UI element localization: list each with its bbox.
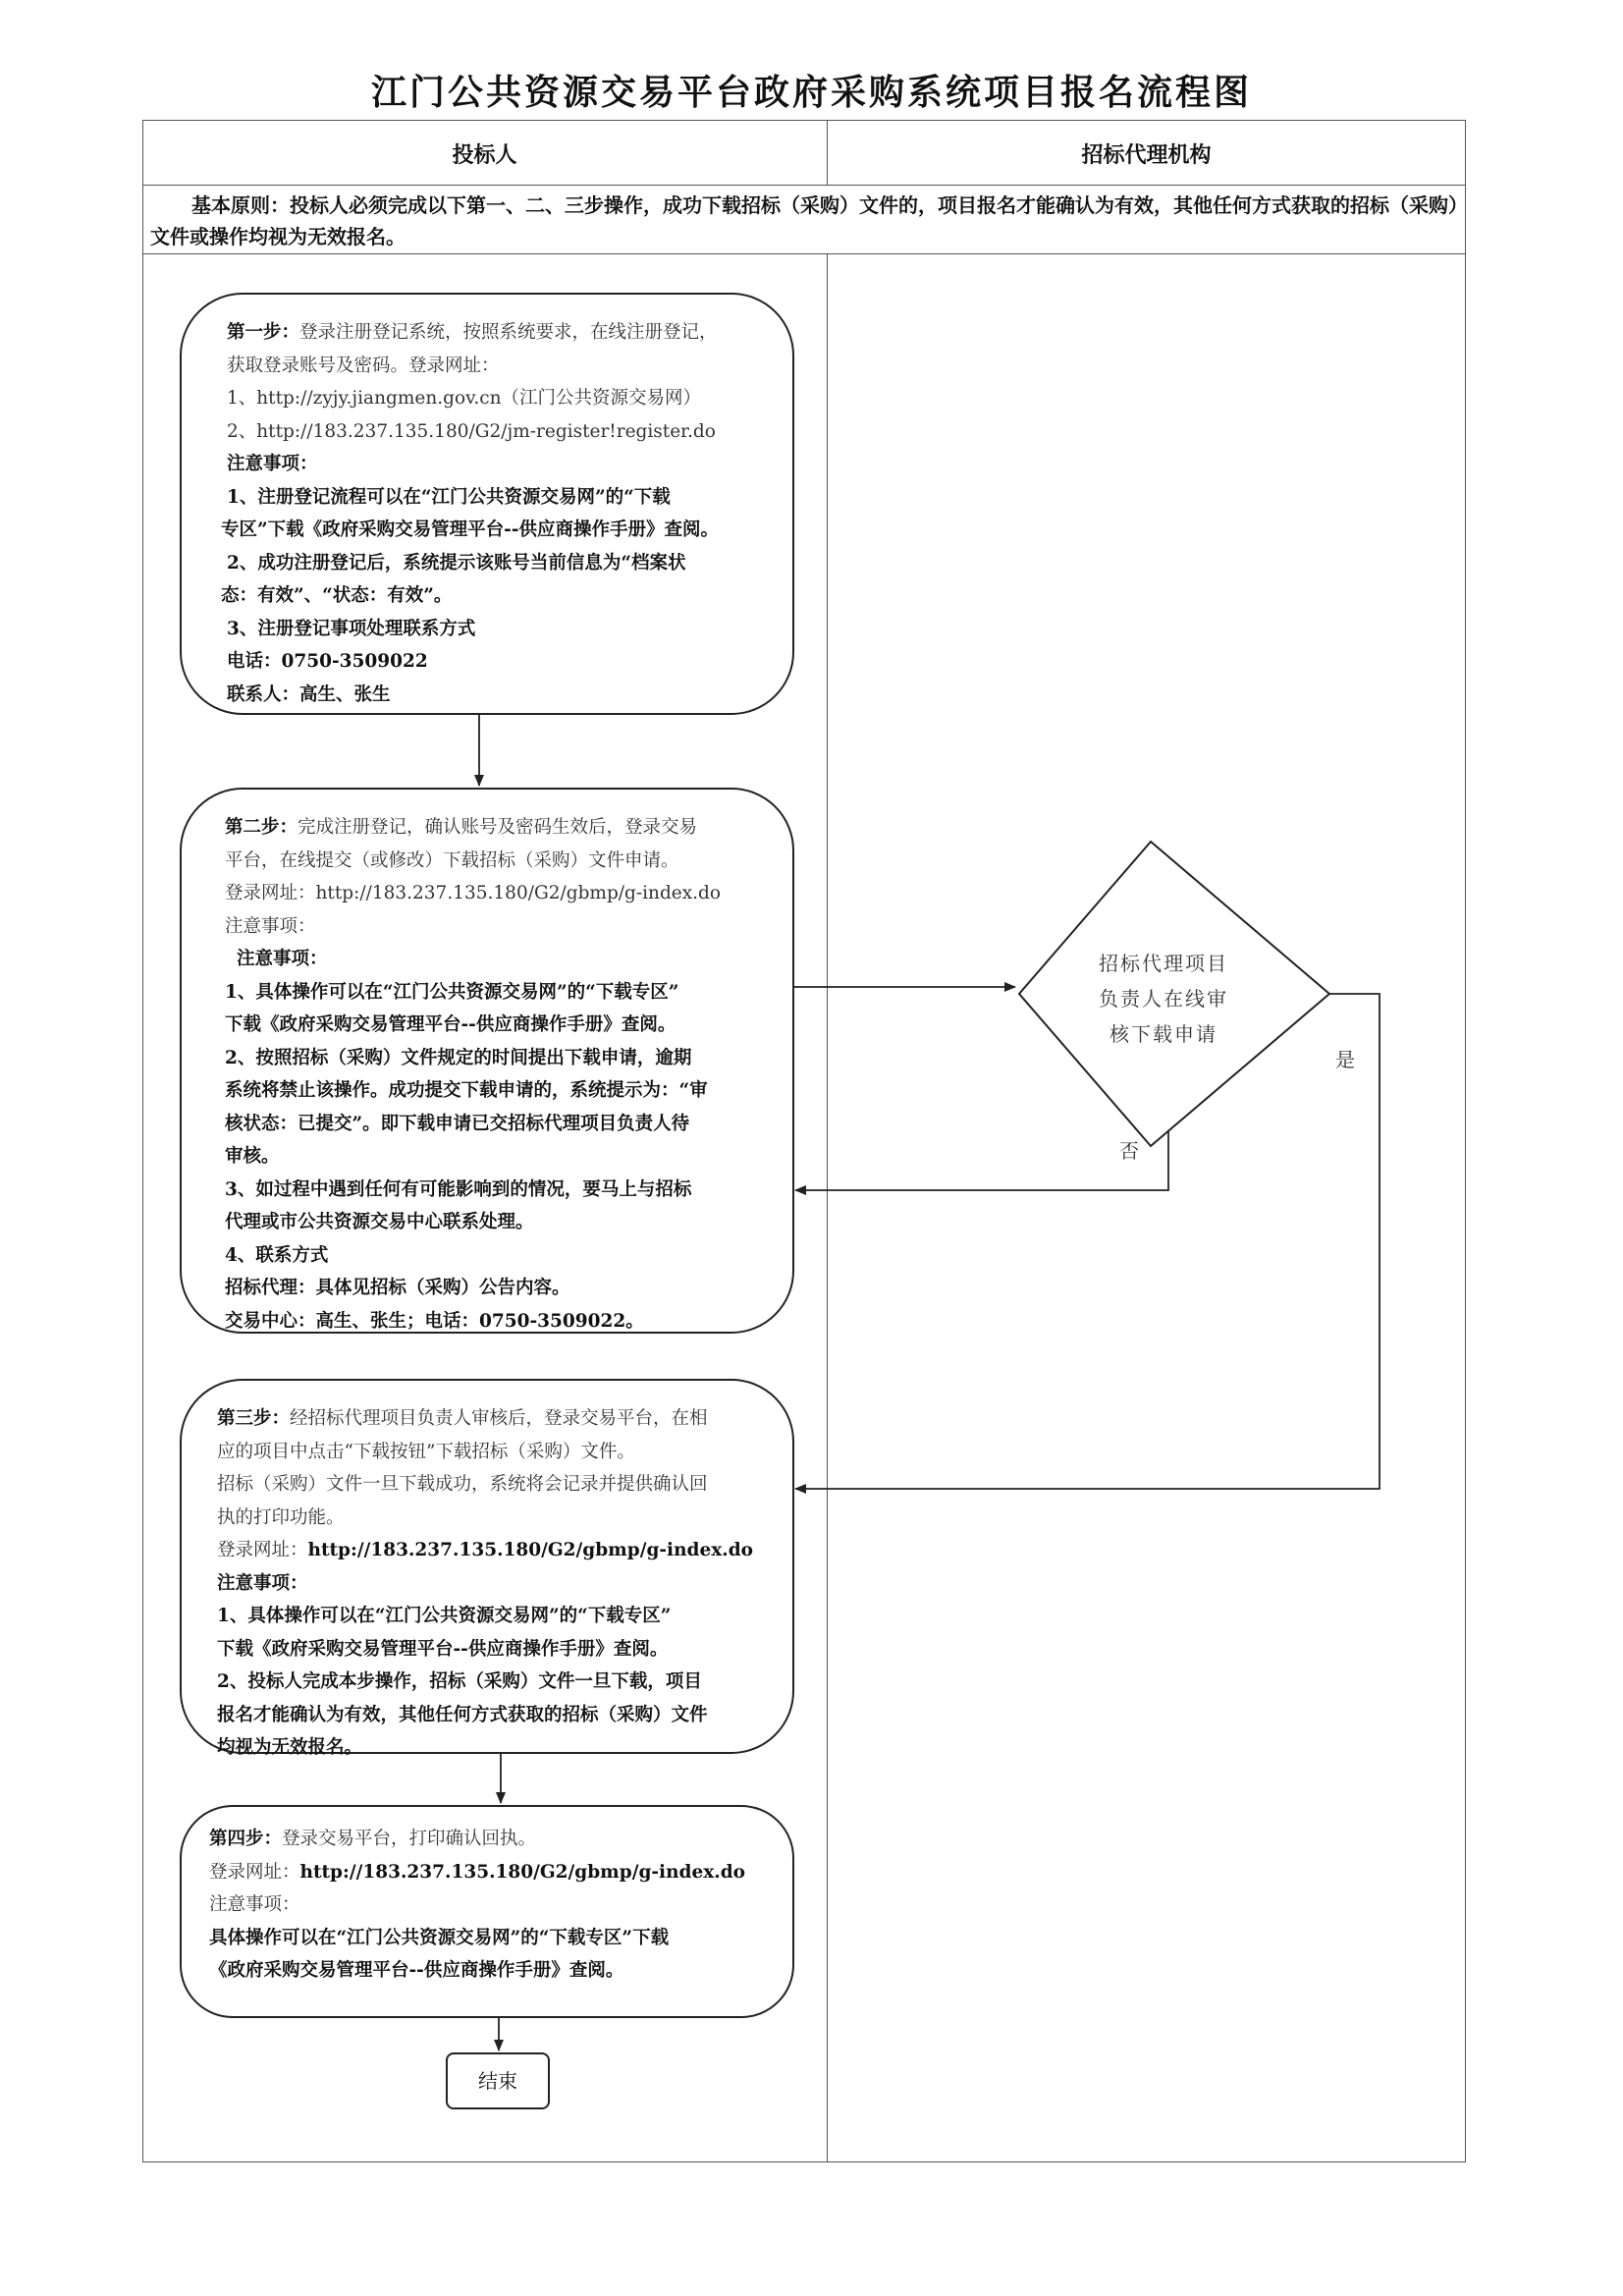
step2-label: 第二步： bbox=[225, 817, 298, 838]
step2-notes-heading-plain: 注意事项： bbox=[225, 915, 316, 937]
step2-note1b: 下载《政府采购交易管理平台--供应商操作手册》查阅。 bbox=[225, 1014, 676, 1035]
step2-note2b: 系统将禁止该操作。成功提交下载申请的，系统提示为：“审 bbox=[225, 1080, 708, 1101]
step4-notes-heading: 注意事项： bbox=[209, 1894, 300, 1915]
step4-note1a: 具体操作可以在“江门公共资源交易网”的“下载专区”下载 bbox=[209, 1927, 670, 1948]
step2-box bbox=[180, 788, 794, 1334]
step2-note2c: 核状态：已提交”。即下载申请已交招标代理项目负责人待 bbox=[225, 1113, 690, 1134]
lane-header-bidder: 投标人 bbox=[452, 142, 517, 168]
step1-note1a: 1、注册登记流程可以在“江门公共资源交易网”的“下载 bbox=[227, 486, 671, 508]
step1-note2a: 2、成功注册登记后，系统提示该账号当前信息为“档案状 bbox=[227, 552, 686, 574]
step2-agency-contact: 招标代理：具体见招标（采购）公告内容。 bbox=[225, 1278, 570, 1298]
step1-line2: 获取登录账号及密码。登录网址： bbox=[227, 355, 500, 376]
step4-url-label: 登录网址： bbox=[209, 1861, 300, 1883]
step2-line2: 平台，在线提交（或修改）下载招标（采购）文件申请。 bbox=[225, 849, 679, 871]
step3-note1b: 下载《政府采购交易管理平台--供应商操作手册》查阅。 bbox=[217, 1638, 669, 1660]
step4-url: http://183.237.135.180/G2/gbmp/g-index.do bbox=[299, 1861, 745, 1883]
step2-note2a: 2、按照招标（采购）文件规定的时间提出下载申请，逾期 bbox=[225, 1047, 692, 1068]
step3-label: 第三步： bbox=[217, 1408, 291, 1429]
step4-box bbox=[180, 1805, 794, 2018]
step2-note1a: 1、具体操作可以在“江门公共资源交易网”的“下载专区” bbox=[225, 981, 679, 1003]
step3-notes-heading: 注意事项： bbox=[217, 1572, 308, 1594]
step1-url2: 2、http://183.237.135.180/G2/jm-register!register.do bbox=[227, 420, 716, 442]
decision-line1: 招标代理项目 bbox=[1099, 952, 1228, 975]
step2-url: 登录网址：http://183.237.135.180/G2/gbmp/g-index.do bbox=[225, 883, 722, 903]
step3-note2a: 2、投标人完成本步操作，招标（采购）文件一旦下载，项目 bbox=[217, 1671, 702, 1692]
step4-label: 第四步： bbox=[209, 1829, 283, 1849]
decision-line3: 核下载申请 bbox=[1109, 1022, 1217, 1046]
step1-label: 第一步： bbox=[227, 322, 300, 343]
step2-text: 完成注册登记，确认账号及密码生效后，登录交易 bbox=[298, 817, 698, 838]
end-terminal: 结束 bbox=[446, 2052, 550, 2109]
decision-text bbox=[1080, 946, 1247, 1052]
step1-notes-heading: 注意事项： bbox=[227, 454, 318, 474]
step3-line3: 招标（采购）文件一旦下载成功，系统将会记录并提供确认回 bbox=[217, 1474, 708, 1495]
basic-principle: 基本原则：投标人必须完成以下第一、二、三步操作，成功下载招标（采购）文件的，项目报名才能确认为有效，其他任何方式获取的招标（采购）文件或操作均视为无效报名。 bbox=[150, 193, 1458, 248]
step2-notes-heading: 注意事项： bbox=[237, 949, 328, 969]
step1-contact: 联系人：高生、张生 bbox=[227, 683, 391, 705]
step1-box bbox=[180, 293, 794, 715]
step1-note3: 3、注册登记事项处理联系方式 bbox=[227, 618, 476, 639]
step2-center-contact: 交易中心：高生、张生；电话：0750-3509022。 bbox=[225, 1310, 644, 1332]
step3-note2b: 报名才能确认为有效，其他任何方式获取的招标（采购）文件 bbox=[217, 1704, 708, 1725]
step3-line2: 应的项目中点击“下载按钮”下载招标（采购）文件。 bbox=[217, 1441, 635, 1462]
step3-note1a: 1、具体操作可以在“江门公共资源交易网”的“下载专区” bbox=[217, 1606, 672, 1626]
yes-label: 是 bbox=[1335, 1048, 1355, 1071]
decision-line2: 负责人在线审 bbox=[1099, 987, 1228, 1011]
step1-note2b: 态：有效”、“状态：有效”。 bbox=[221, 585, 453, 606]
step2-note3b: 代理或市公共资源交易中心联系处理。 bbox=[225, 1212, 534, 1232]
step4-text: 登录交易平台，打印确认回执。 bbox=[282, 1829, 537, 1849]
step1-text: 登录注册登记系统，按照系统要求，在线注册登记， bbox=[299, 322, 718, 343]
no-label: 否 bbox=[1119, 1139, 1139, 1163]
step1-note1b: 专区”下载《政府采购交易管理平台--供应商操作手册》查阅。 bbox=[221, 519, 719, 540]
step1-url1: 1、http://zyjy.jiangmen.gov.cn（江门公共资源交易网） bbox=[227, 388, 702, 409]
step3-text: 经招标代理项目负责人审核后，登录交易平台，在相 bbox=[290, 1408, 708, 1429]
lane-header-agency: 招标代理机构 bbox=[1081, 142, 1212, 168]
step2-note2d: 审核。 bbox=[225, 1146, 280, 1167]
step1-phone: 电话：0750-3509022 bbox=[227, 651, 428, 672]
step3-line4: 执的打印功能。 bbox=[217, 1506, 345, 1528]
step3-note2c: 均视为无效报名。 bbox=[217, 1737, 363, 1758]
page-title: 江门公共资源交易平台政府采购系统项目报名流程图 bbox=[370, 72, 1252, 113]
step3-box bbox=[180, 1379, 794, 1758]
step2-note4: 4、联系方式 bbox=[225, 1244, 329, 1266]
step3-url: http://183.237.135.180/G2/gbmp/g-index.do bbox=[307, 1540, 753, 1560]
step4-note1b: 《政府采购交易管理平台--供应商操作手册》查阅。 bbox=[209, 1960, 624, 1981]
step3-url-label: 登录网址： bbox=[217, 1540, 308, 1560]
arrow-no-back-to-step2 bbox=[795, 1131, 1168, 1190]
step2-note3a: 3、如过程中遇到任何有可能影响到的情况，要马上与招标 bbox=[225, 1178, 692, 1200]
arrow-yes-to-step3 bbox=[795, 994, 1380, 1489]
